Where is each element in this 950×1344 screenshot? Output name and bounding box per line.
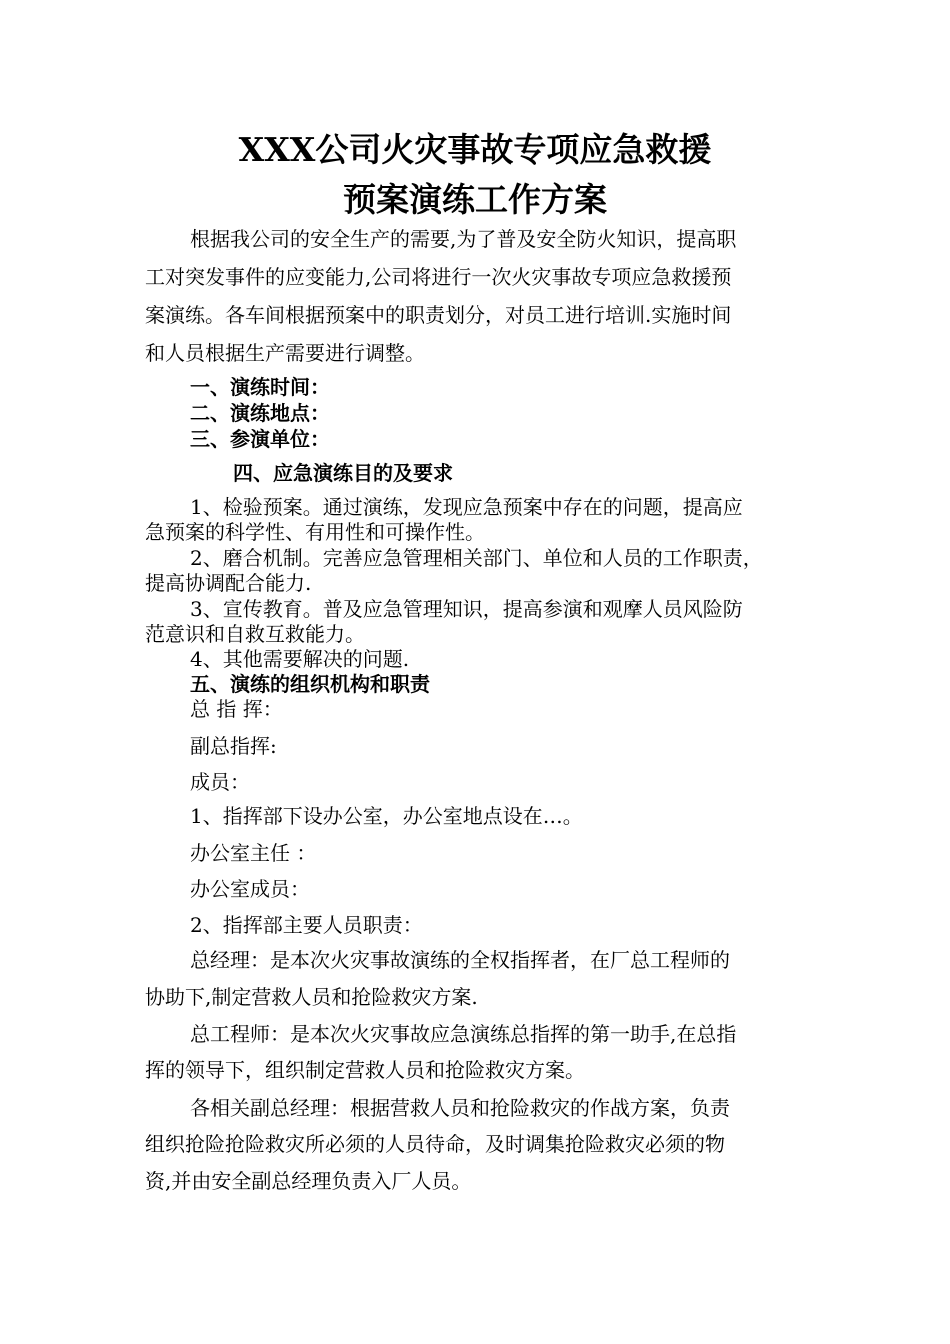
section-organization: 五、演练的组织机构和职责 (190, 672, 430, 696)
duty-line: 各相关副总经理：根据营救人员和抢险救灾的作战方案，负责 (190, 1096, 730, 1120)
section-units: 三、参演单位： (190, 427, 330, 451)
office-setup-line: 1、指挥部下设办公室，办公室地点设在…。 (190, 804, 583, 828)
purpose-item: 3、宣传教育。普及应急管理知识，提高参演和观摩人员风险防 (190, 597, 743, 621)
duty-line: 组织抢险抢险救灾所必须的人员待命，及时调集抢险救灾必须的物 (145, 1132, 725, 1156)
purpose-item: 提高协调配合能力. (145, 571, 312, 595)
intro-line: 和人员根据生产需要进行调整。 (145, 341, 425, 365)
purpose-item: 4、其他需要解决的问题. (190, 647, 410, 671)
section-time: 一、演练时间： (190, 375, 330, 399)
office-director-label: 办公室主任 ： (190, 841, 317, 865)
duty-line: 总经理：是本次火灾事故演练的全权指挥者，在厂总工程师的 (190, 948, 730, 972)
document-title-line-1: XXX公司火灾事故专项应急救援 (238, 130, 712, 169)
duty-line: 挥的领导下，组织制定营救人员和抢险救灾方案。 (145, 1058, 585, 1082)
duty-line: 资,并由安全副总经理负责入厂人员。 (145, 1169, 472, 1193)
intro-line: 案演练。各车间根据预案中的职责划分，对员工进行培训.实施时间 (145, 303, 732, 327)
purpose-item: 范意识和自救互救能力。 (145, 622, 365, 646)
intro-line: 工对突发事件的应变能力,公司将进行一次火灾事故专项应急救援预 (145, 265, 732, 289)
duty-line: 协助下,制定营救人员和抢险救灾方案. (145, 985, 478, 1009)
purpose-item: 2、磨合机制。完善应急管理相关部门、单位和人员的工作职责， (190, 546, 763, 570)
commander-label: 总 指 挥： (190, 697, 283, 721)
document-title-line-2: 预案演练工作方案 (343, 180, 607, 219)
duties-heading: 2、指挥部主要人员职责： (190, 913, 423, 937)
section-place: 二、演练地点： (190, 401, 330, 425)
section-purpose: 四、应急演练目的及要求 (233, 461, 453, 485)
office-members-label: 办公室成员： (190, 877, 310, 901)
duty-line: 总工程师：是本次火灾事故应急演练总指挥的第一助手,在总指 (190, 1022, 737, 1046)
deputy-commander-label: 副总指挥: (190, 734, 277, 758)
purpose-item: 1、检验预案。通过演练，发现应急预案中存在的问题，提高应 (190, 495, 743, 519)
members-label: 成员： (190, 770, 250, 794)
purpose-item: 急预案的科学性、有用性和可操作性。 (145, 520, 485, 544)
intro-line: 根据我公司的安全生产的需要,为了普及安全防火知识，提高职 (190, 227, 737, 251)
